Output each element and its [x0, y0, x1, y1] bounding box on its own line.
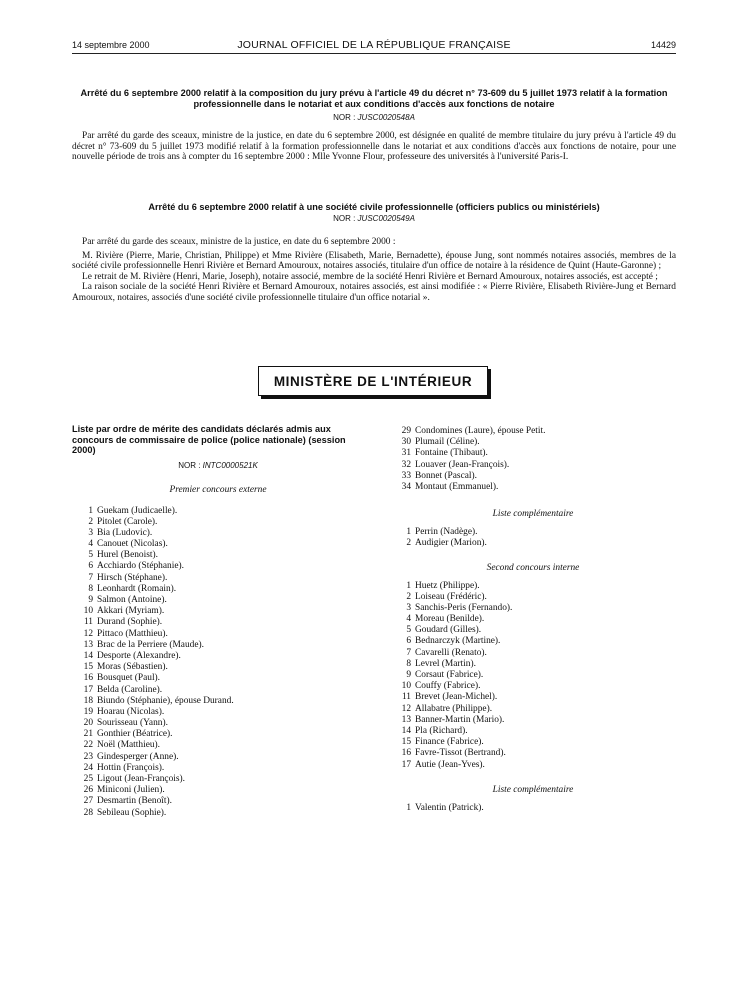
rank-number: 7	[88, 572, 93, 583]
arrete-2-paragraph: M. Rivière (Pierre, Marie, Christian, Philippe) et Mme Rivière (Elisabeth, Marie, Bernadette), épouse Jung, sont nommés notaires associés, membres de la société civile professionnelle Henri Rivière et Bernard Amouroux, notaires associés, titulaire d'un office de notaire à la résidence de Quint (Haute-Garonne) ;	[72, 250, 676, 272]
list-item	[390, 726, 676, 737]
list-item	[72, 718, 364, 729]
candidate-name: Leonhardt (Romain).	[97, 583, 177, 594]
rank-number: 14	[401, 725, 411, 736]
candidate-name: Montaut (Emmanuel).	[415, 481, 499, 492]
rank-number: 9	[406, 670, 411, 680]
rank-number: 7	[406, 647, 411, 658]
rank-number: 19	[83, 706, 93, 717]
list-item	[390, 426, 676, 437]
liste-nor	[72, 461, 364, 471]
list-item	[72, 707, 364, 718]
rank-number: 2	[406, 591, 411, 602]
page-number: 14429	[650, 40, 676, 50]
arrete-2-paragraph: Par arrêté du garde des sceaux, ministre de la justice, en date du 6 septembre 2000 :	[82, 237, 396, 247]
rank-number: 20	[83, 718, 93, 729]
list-item	[72, 774, 364, 785]
arrete-2-paragraph: La raison sociale de la société Henri Rivière et Bernard Amouroux, notaires associés, est ainsi modifiée : « Pierre Rivière, Elisabeth Rivière-Jung et Bernard Amouroux, notaires, associés d'une société civile professionnelle titulaire d'un office notarial ».	[72, 282, 676, 303]
liste-complementaire-2	[390, 803, 676, 814]
journal-title: JOURNAL OFFICIEL DE LA RÉPUBLIQUE FRANÇAISE	[237, 39, 511, 51]
candidate-name: Sourisseau (Yann).	[97, 718, 168, 729]
candidate-name: Acchiardo (Stéphanie).	[97, 561, 184, 572]
liste-right-column	[390, 426, 676, 814]
candidate-name: Hirsch (Stéphane).	[97, 572, 168, 583]
list-item	[72, 606, 364, 617]
arrete-2-title: Arrêté du 6 septembre 2000 relatif à une société civile professionnelle (officiers publics ou ministériels)	[148, 202, 600, 212]
list-item	[72, 651, 364, 662]
candidate-name: Cavarelli (Renato).	[415, 647, 487, 658]
rank-number: 23	[83, 751, 93, 762]
rank-number: 16	[83, 673, 93, 684]
list-item	[72, 752, 364, 763]
rank-number: 6	[406, 636, 411, 647]
list-item	[72, 617, 364, 628]
rank-number: 13	[401, 714, 411, 725]
rank-number: 10	[401, 681, 411, 692]
list-item	[390, 803, 676, 814]
candidate-name: Condomines (Laure), épouse Petit.	[415, 426, 546, 436]
candidate-name: Pitolet (Carole).	[97, 516, 158, 527]
candidate-name: Audigier (Marion).	[415, 538, 487, 549]
rank-number: 6	[88, 561, 93, 572]
rank-number: 2	[406, 538, 411, 549]
candidate-name: Noël (Matthieu).	[97, 740, 161, 751]
list-item	[72, 573, 364, 584]
candidate-name: Moreau (Benilde).	[415, 614, 485, 625]
list-item	[390, 592, 676, 603]
arrete-1-title: Arrêté du 6 septembre 2000 relatif à la composition du jury prévu à l'article 49 du décret n° 73-609 du 5 juillet 1973 relatif à la formation professionnelle dans le notariat et aux conditions d'accès aux fonctions de notaire	[80, 88, 668, 109]
candidate-name: Miniconi (Julien).	[97, 785, 165, 796]
rank-number: 17	[83, 684, 93, 695]
rank-number: 24	[83, 762, 93, 773]
rank-number: 13	[83, 639, 93, 650]
rank-number: 5	[406, 625, 411, 636]
candidate-name: Huetz (Philippe).	[415, 580, 480, 591]
candidate-name: Moras (Sébastien).	[97, 662, 168, 673]
rank-number: 2	[88, 516, 93, 527]
rank-number: 1	[88, 505, 93, 516]
rank-number: 15	[401, 737, 411, 748]
rank-number: 4	[88, 539, 93, 550]
list-item	[390, 448, 676, 459]
list-item	[390, 625, 676, 636]
candidate-name: Bia (Ludovic).	[97, 527, 153, 538]
premier-concours-list-continued	[390, 426, 676, 493]
rank-number: 12	[83, 628, 93, 639]
candidate-name: Valentin (Patrick).	[415, 802, 484, 813]
rank-number: 18	[83, 695, 93, 706]
page-header	[72, 38, 676, 52]
rank-number: 32	[401, 459, 411, 470]
nor-code: JUSC0020548A	[357, 113, 415, 122]
list-item	[390, 482, 676, 493]
candidate-name: Biundo (Stéphanie), épouse Durand.	[97, 695, 234, 706]
header-rule	[72, 53, 676, 54]
list-item	[72, 629, 364, 640]
candidate-name: Sanchis-Peris (Fernando).	[415, 602, 513, 613]
candidate-name: Fontaine (Thibaut).	[415, 448, 488, 459]
candidate-name: Akkari (Myriam).	[97, 606, 165, 617]
candidate-name: Bousquet (Paul).	[97, 673, 161, 684]
list-item	[72, 584, 364, 595]
list-item	[72, 550, 364, 561]
candidate-name: Levrel (Martin).	[415, 658, 476, 669]
list-item	[390, 636, 676, 647]
nor-code: INTC0000521K	[202, 460, 258, 470]
premier-concours-heading: Premier concours externe	[169, 484, 267, 495]
rank-number: 30	[401, 437, 411, 448]
rank-number: 10	[83, 606, 93, 617]
list-item	[390, 715, 676, 726]
list-item	[390, 471, 676, 482]
candidate-name: Pla (Richard).	[415, 725, 468, 736]
list-item	[72, 561, 364, 572]
ministere-heading: MINISTÈRE DE L'INTÉRIEUR	[258, 366, 488, 396]
list-item	[390, 737, 676, 748]
list-item	[390, 527, 676, 538]
list-item	[72, 785, 364, 796]
candidate-name: Goudard (Gilles).	[415, 625, 482, 636]
candidate-name: Sebileau (Sophie).	[97, 807, 167, 818]
rank-number: 14	[83, 650, 93, 661]
list-item	[72, 517, 364, 528]
arrete-2-nor	[72, 214, 676, 224]
candidate-name: Allabatre (Philippe).	[415, 703, 493, 714]
second-concours-list	[390, 581, 676, 771]
rank-number: 3	[88, 527, 93, 538]
rank-number: 1	[406, 527, 411, 538]
rank-number: 8	[88, 583, 93, 594]
list-item	[72, 595, 364, 606]
candidate-name: Hoarau (Nicolas).	[97, 706, 165, 717]
list-item	[390, 648, 676, 659]
candidate-name: Corsaut (Fabrice).	[415, 670, 484, 680]
list-item	[72, 729, 364, 740]
candidate-name: Pittaco (Matthieu).	[97, 628, 168, 639]
list-item	[390, 460, 676, 471]
second-concours-heading: Second concours interne	[486, 562, 580, 573]
rank-number: 3	[406, 602, 411, 613]
candidate-name: Bonnet (Pascal).	[415, 470, 477, 481]
liste-left-column	[72, 424, 364, 819]
list-item	[72, 763, 364, 774]
nor-label: NOR :	[333, 113, 356, 122]
rank-number: 11	[83, 617, 93, 628]
rank-number: 22	[83, 740, 93, 751]
list-item	[390, 760, 676, 771]
candidate-name: Salmon (Antoine).	[97, 595, 167, 605]
candidate-name: Belda (Caroline).	[97, 684, 163, 695]
candidate-name: Durand (Sophie).	[97, 617, 163, 628]
candidate-name: Bednarczyk (Martine).	[415, 636, 501, 647]
rank-number: 11	[401, 692, 411, 703]
rank-number: 1	[406, 580, 411, 591]
rank-number: 33	[401, 470, 411, 481]
list-item	[72, 673, 364, 684]
candidate-name: Canouet (Nicolas).	[97, 539, 168, 550]
rank-number: 34	[401, 481, 411, 492]
candidate-name: Favre-Tissot (Bertrand).	[415, 748, 506, 759]
candidate-name: Desporte (Alexandre).	[97, 650, 181, 661]
candidate-name: Perrin (Nadège).	[415, 527, 478, 538]
rank-number: 17	[401, 759, 411, 770]
header-date: 14 septembre 2000	[72, 40, 150, 50]
list-item	[72, 662, 364, 673]
candidate-name: Plumail (Céline).	[415, 437, 480, 448]
candidate-name: Hurel (Benoist).	[97, 550, 158, 561]
candidate-name: Guekam (Judicaelle).	[97, 505, 178, 516]
rank-number: 15	[83, 662, 93, 673]
list-item	[390, 704, 676, 715]
rank-number: 27	[83, 796, 93, 807]
candidate-name: Gindesperger (Anne).	[97, 751, 179, 762]
list-item	[72, 528, 364, 539]
candidate-name: Brevet (Jean-Michel).	[415, 692, 498, 703]
rank-number: 5	[88, 550, 93, 561]
list-item	[72, 808, 364, 819]
list-item	[390, 538, 676, 549]
nor-label: NOR :	[178, 460, 201, 470]
rank-number: 21	[83, 729, 93, 740]
rank-number: 8	[406, 658, 411, 669]
liste-complementaire-1	[390, 527, 676, 549]
list-item	[390, 670, 676, 681]
candidate-name: Hottin (François).	[97, 762, 165, 773]
candidate-name: Desmartin (Benoît).	[97, 796, 172, 807]
list-item	[72, 740, 364, 751]
rank-number: 9	[88, 595, 93, 605]
list-item	[390, 681, 676, 692]
liste-title: Liste par ordre de mérite des candidats déclarés admis aux concours de commissaire de police (police nationale) (session 2000)	[72, 424, 346, 455]
list-item	[72, 796, 364, 807]
list-item	[390, 748, 676, 759]
rank-number: 1	[406, 802, 411, 813]
list-item	[72, 506, 364, 517]
list-item	[390, 659, 676, 670]
list-item	[72, 640, 364, 651]
candidate-name: Gonthier (Béatrice).	[97, 729, 173, 740]
liste-complementaire-1-heading: Liste complémentaire	[492, 509, 574, 520]
candidate-name: Loiseau (Frédéric).	[415, 591, 487, 602]
nor-label: NOR :	[333, 214, 356, 223]
liste-complementaire-2-heading: Liste complémentaire	[492, 784, 574, 795]
list-item	[390, 437, 676, 448]
candidate-name: Ligout (Jean-François).	[97, 774, 185, 784]
rank-number: 29	[401, 426, 411, 436]
rank-number: 25	[83, 774, 93, 784]
arrete-2-body	[72, 237, 676, 304]
arrete-1-nor	[72, 113, 676, 123]
candidate-name: Brac de la Perriere (Maude).	[97, 639, 204, 650]
rank-number: 28	[83, 807, 93, 818]
arrete-1-body: Par arrêté du garde des sceaux, ministre de la justice, en date du 6 septembre 2000, est désignée en qualité de membre titulaire du jury prévu à l'article 49 du décret n° 73-609 du 5 juillet 1973 modifié relatif à la formation professionnelle dans le notariat et aux conditions d'accès aux fonctions de notaire, pour une nouvelle période de trois ans à compter du 16 septembre 2000 : Mlle Yvonne Flour, professeure des universités à l'université Paris-I.	[72, 131, 676, 163]
candidate-name: Finance (Fabrice).	[415, 737, 484, 748]
list-item	[72, 696, 364, 707]
list-item	[390, 614, 676, 625]
list-item	[390, 603, 676, 614]
candidate-name: Autie (Jean-Yves).	[415, 759, 485, 770]
list-item	[390, 692, 676, 703]
premier-concours-list	[72, 506, 364, 819]
rank-number: 31	[401, 448, 411, 459]
list-item	[390, 581, 676, 592]
candidate-name: Banner-Martin (Mario).	[415, 714, 505, 725]
list-item	[72, 685, 364, 696]
rank-number: 12	[401, 703, 411, 714]
candidate-name: Couffy (Fabrice).	[415, 681, 481, 692]
candidate-name: Louaver (Jean-François).	[415, 459, 510, 470]
nor-code: JUSC0020549A	[357, 214, 415, 223]
arrete-2-paragraph: Le retrait de M. Rivière (Henri, Marie, Joseph), notaire associé, membre de la société Henri Rivière et Bernard Amouroux, notaires associés, est accepté ;	[82, 271, 658, 282]
rank-number: 4	[406, 614, 411, 625]
rank-number: 16	[401, 748, 411, 759]
rank-number: 26	[83, 785, 93, 796]
list-item	[72, 539, 364, 550]
